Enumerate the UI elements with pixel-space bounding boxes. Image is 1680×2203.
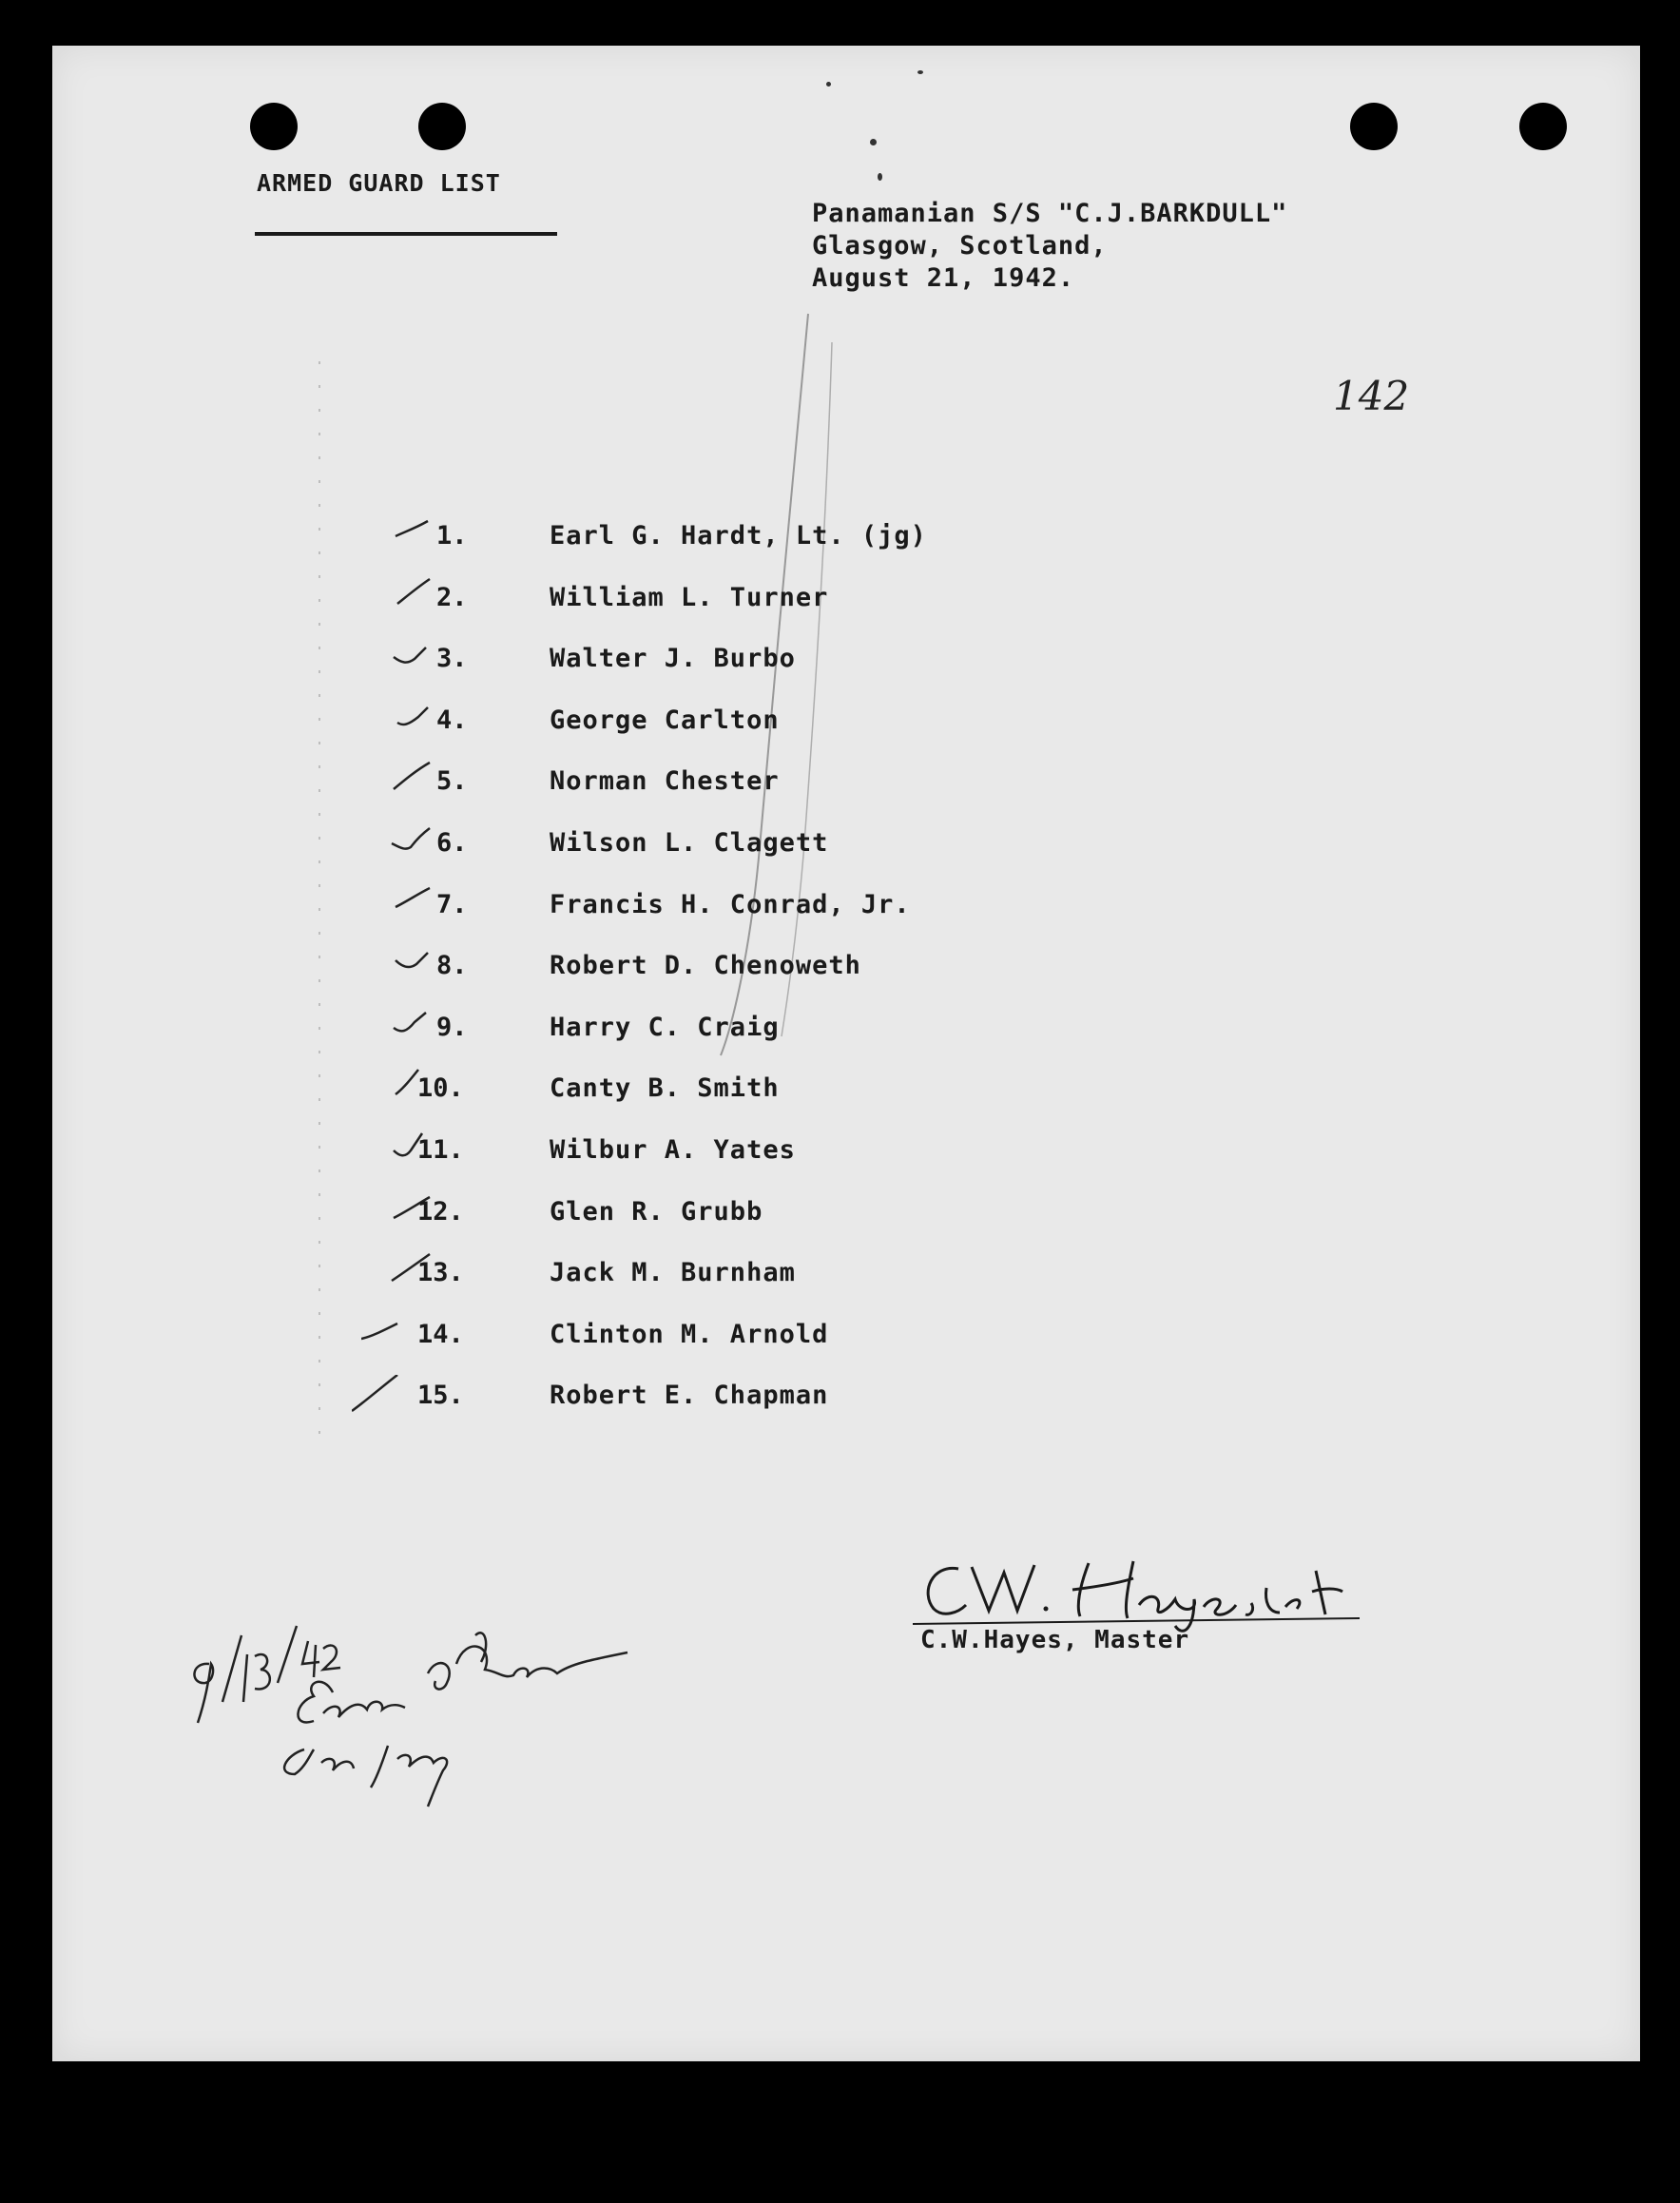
vessel-line: Panamanian S/S "C.J.BARKDULL"	[812, 199, 1288, 228]
crew-name: Robert E. Chapman	[550, 1381, 829, 1410]
crew-number: 13.	[417, 1258, 464, 1287]
crew-number: 9.	[436, 1013, 468, 1042]
crew-name: Wilbur A. Yates	[550, 1135, 796, 1165]
crew-number: 12.	[417, 1197, 464, 1227]
crew-number: 11.	[417, 1135, 464, 1165]
crew-name: Canty B. Smith	[550, 1073, 780, 1103]
crew-number: 5.	[436, 766, 468, 796]
checkmark-icon	[352, 1375, 409, 1413]
crew-number: 2.	[436, 583, 468, 612]
crew-number: 7.	[436, 890, 468, 919]
crew-name: Wilson L. Clagett	[550, 828, 829, 858]
location-line: Glasgow, Scotland,	[812, 231, 1108, 261]
date-line: August 21, 1942.	[812, 263, 1075, 293]
crew-number: 1.	[436, 521, 468, 551]
crew-number: 3.	[436, 644, 468, 673]
crew-number: 14.	[417, 1320, 464, 1349]
crew-name: Earl G. Hardt, Lt. (jg)	[550, 521, 927, 551]
crew-name: Jack M. Burnham	[550, 1258, 796, 1287]
crew-name: Glen R. Grubb	[550, 1197, 763, 1227]
checkmark-icon	[361, 1314, 418, 1352]
crew-name: Robert D. Chenoweth	[550, 951, 861, 980]
crew-number: 10.	[417, 1073, 464, 1103]
document-title: ARMED GUARD LIST	[257, 169, 501, 197]
crew-name: George Carlton	[550, 705, 780, 735]
inspector-annotation	[181, 1607, 713, 1816]
crew-name: Walter J. Burbo	[550, 644, 796, 673]
crew-name: William L. Turner	[550, 583, 829, 612]
crew-number: 8.	[436, 951, 468, 980]
crew-number: 15.	[417, 1381, 464, 1410]
master-typed-name: C.W.Hayes, Master	[920, 1626, 1190, 1654]
page-number: 142	[1333, 373, 1410, 419]
master-signature	[913, 1550, 1407, 1635]
crew-name: Harry C. Craig	[550, 1013, 780, 1042]
crew-name: Francis H. Conrad, Jr.	[550, 890, 911, 919]
crew-name: Clinton M. Arnold	[550, 1320, 829, 1349]
crew-number: 4.	[436, 705, 468, 735]
vessel-header	[812, 198, 1287, 295]
crew-name: Norman Chester	[550, 766, 780, 796]
crew-number: 6.	[436, 828, 468, 858]
title-underline	[255, 232, 557, 236]
